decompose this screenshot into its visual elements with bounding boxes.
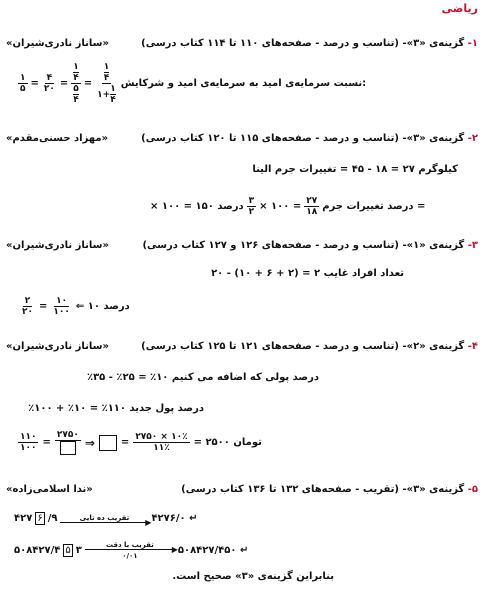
q4-line1: درصد پولی که اضافه می کنیم ۱۰٪ = ۲۵٪ - ۳۵٪ [86, 372, 319, 383]
answer-box [99, 435, 117, 451]
q1-ratio-label: :نسبت سرمایه‌ی امید به سرمایه‌ی امید و شرکایش [120, 78, 367, 89]
q2-line1: کیلوگرم ۲۷ = ۱۸ - ۴۵ = تغییرات جرم الینا [252, 164, 458, 175]
q4-author: «ساناز نادری‌شیران» [6, 341, 109, 352]
q2-title: گزینه‌ی «۳»- (تناسب و درصد - صفحه‌های ۱۱۵ تا ۱۲۰ کتاب درسی) [141, 133, 465, 144]
q4-line3: $\frac{۱۱۰}{۱۰۰}$ = ۲۷۵۰ ⇒ = $\frac{۲۷۵۰ \times ۱۰٪}{۱۱٪}$ تومان ۲۵۰۰ = [20, 430, 262, 453]
q5-number: ۵- [467, 484, 478, 495]
q3-fraction-1: $\frac{۲}{۲۰}$ [22, 296, 33, 317]
q5-arrow-2: تقریب با دقت ▶ ۰/۰۱ [85, 541, 175, 560]
q1-header [141, 38, 478, 49]
q2-fraction-2: $\frac{۲۷}{۱۸}$ [306, 196, 318, 217]
q4-fraction-3: $\frac{۲۷۵۰ \times ۱۰٪}{۱۱٪}$ [135, 432, 188, 453]
q2-line2: درصد ۱۵۰ = ۱۰۰ × $\frac{۳}{۲}$ = ۱۰۰ × $\frac{۲۷}{۱۸}$ = درصد تغییرات جرم [150, 196, 426, 217]
q1-fraction-d: $\frac{۴}{۲۰}$ [43, 73, 55, 94]
q1-fraction-c: ۱ ۴ ۵ ۴ [73, 62, 79, 105]
q1-author: «ساناز نادری‌شیران» [6, 38, 109, 49]
q4-fraction-1: $\frac{۱۱۰}{۱۰۰}$ [20, 432, 37, 453]
q4-fraction-2: ۲۷۵۰ [55, 430, 81, 455]
q5-arrow-1: تقریب ده تایی ▶ [60, 514, 148, 523]
q3-line2: $\frac{۲}{۲۰}$ = $\frac{۱۰}{۱۰۰}$ درصد ۱۰ ⇐ [22, 296, 130, 317]
q3-author: «ساناز نادری‌شیران» [6, 240, 109, 251]
q4-title: گزینه‌ی «۲»- (تناسب و درصد - صفحه‌های ۱۲۱ تا ۱۲۵ کتاب درسی) [141, 341, 465, 352]
q5-boxed-digit-1: ۶ [37, 513, 43, 524]
q1-fraction-e: $\frac{۱}{۵}$ [20, 73, 26, 94]
q5-line1: ۴۲۷ ۶ /۹ تقریب ده تایی ▶ ۴۲۷۶/۰ ↵ [14, 513, 198, 527]
q3-number: ۳- [467, 240, 478, 251]
q3-header [142, 240, 478, 251]
q3-line1: تعداد افراد غایب ۲ = (۲ + ۶ + ۱۰) - ۲۰ [211, 268, 404, 279]
q2-author: «مهزاد حسنی‌مقدم» [6, 133, 109, 144]
unknown-box [60, 441, 76, 455]
q5-header [181, 484, 478, 495]
q1-fraction-a: ۱ ۴ ۱+ ۱ ۴ [97, 62, 116, 105]
q5-conclusion: بنابراین گزینه‌ی «۳» صحیح است. [172, 571, 334, 582]
q4-line2: درصد پول جدید ۱۱۰٪ = ۱۰٪ + ۱۰۰٪ [28, 403, 204, 414]
q3-title: گزینه‌ی «۱»- (تناسب و درصد - صفحه‌های ۱۲۶ و ۱۲۷ کتاب درسی) [142, 240, 465, 251]
q4-number: ۴- [467, 341, 478, 352]
q5-boxed-digit-2: ۵ [65, 545, 71, 556]
q1-equation: $\frac{۱}{۵}$ = $\frac{۴}{۲۰}$ = ۱ ۴ ۵ ۴ = ۱ ۴ ۱+ ۱ ۴ :نسبت سرمایه‌ی امید به سرمایه‌ی امید و شرکایش [20, 62, 367, 105]
q4-header [141, 341, 478, 352]
q1-title: گزینه‌ی «۳»- (تناسب و درصد - صفحه‌های ۱۱۰ تا ۱۱۴ کتاب درسی) [141, 38, 465, 49]
q2-number: ۲- [467, 133, 478, 144]
q3-fraction-2: $\frac{۱۰}{۱۰۰}$ [53, 296, 70, 317]
q5-title: گزینه‌ی «۳»- (تقریب - صفحه‌های ۱۳۲ تا ۱۳۶ کتاب درسی) [181, 484, 465, 495]
q5-line2: ۵۰۸۴۲۷/۴ ۵ ۳ تقریب با دقت ▶ ۰/۰۱ ۵۰۸۴۲۷/۴۵۰ ↵ [14, 541, 249, 560]
q1-number: ۱- [467, 38, 478, 49]
q2-header [141, 133, 478, 144]
q5-author: «ندا اسلامی‌زاده» [6, 484, 93, 495]
q2-fraction-1: $\frac{۳}{۲}$ [248, 196, 255, 217]
subject-title: ریاضی [441, 2, 478, 15]
